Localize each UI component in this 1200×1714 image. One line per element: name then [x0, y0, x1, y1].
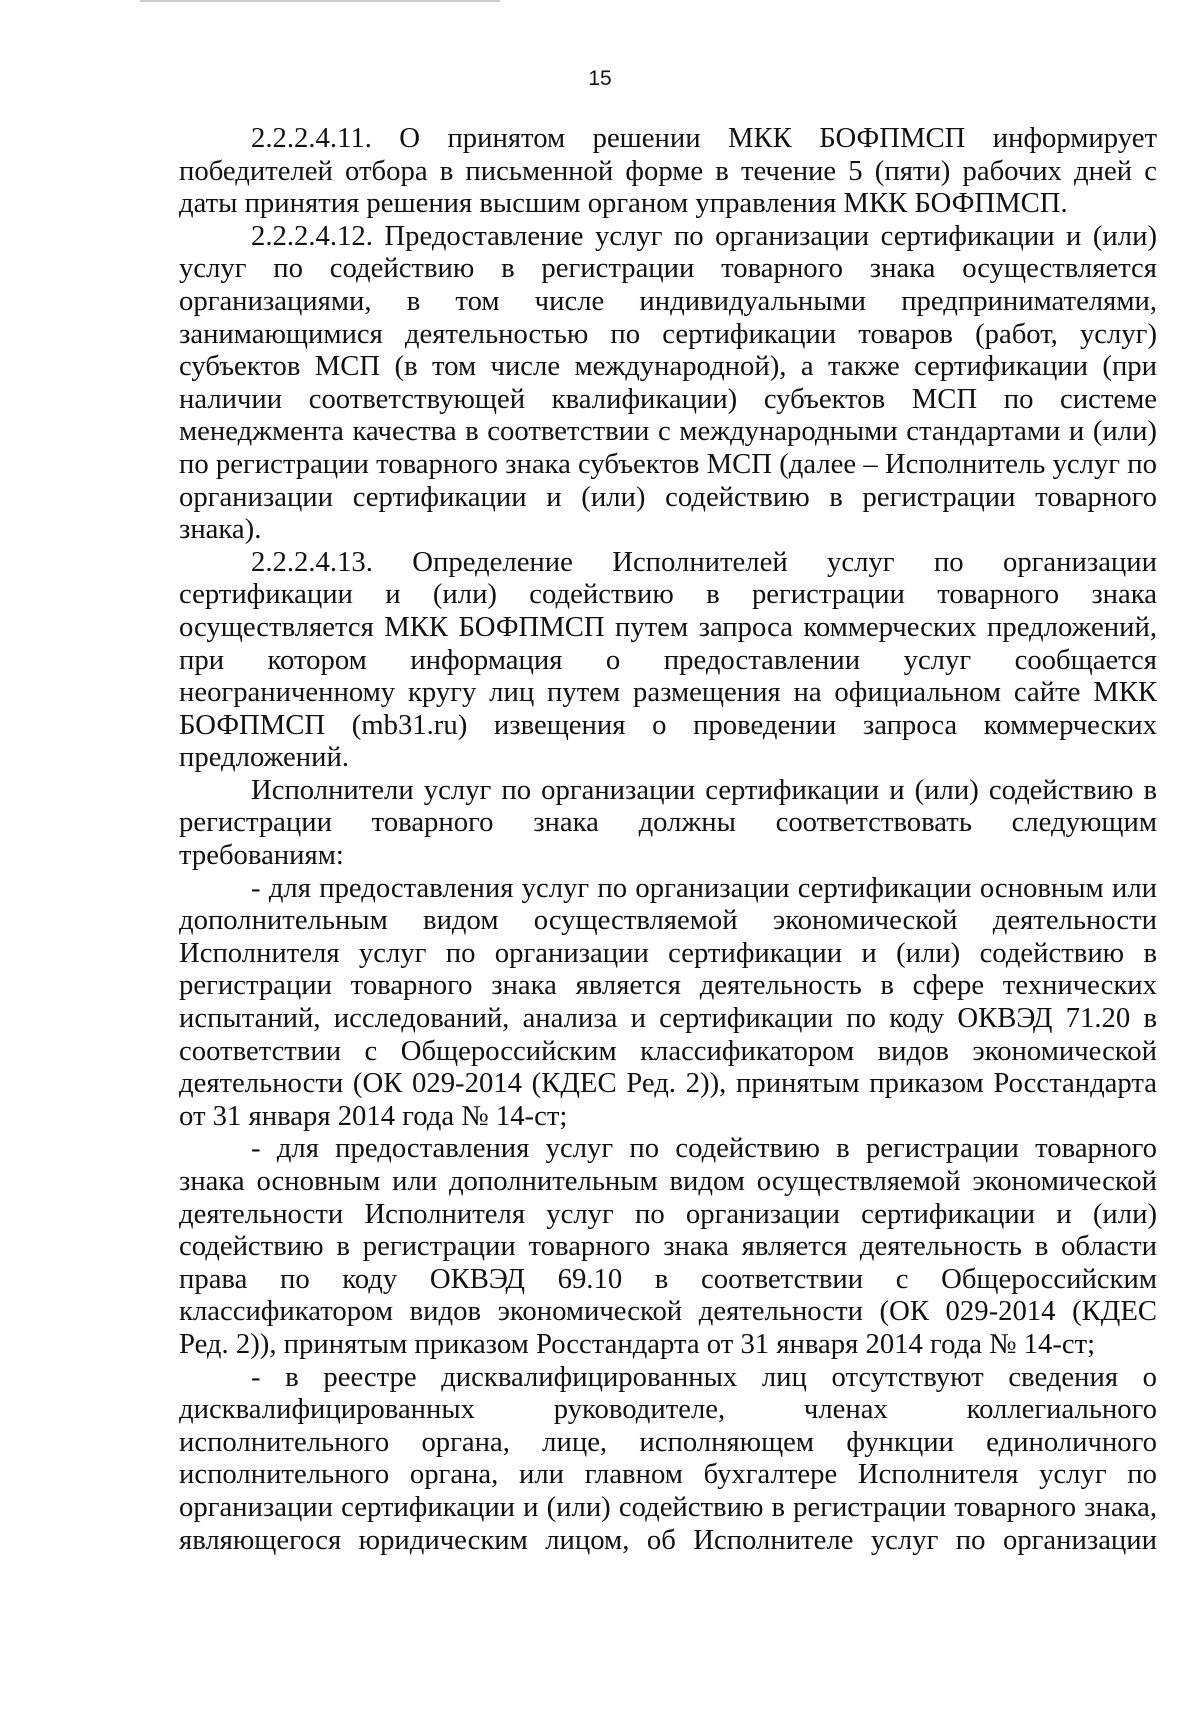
document-body	[179, 122, 1157, 1556]
list-item-trademark-okved: - для предоставления услуг по содействию в регистрации товарного знака основным или дополнительным видом осуществляемой экономической деятельности Исполнителя услуг по организации сертификации и (или) содействию в регистрации товарного знака является деятельность в области права по коду ОКВЭД 69.10 в соответствии с Общероссийским классификатором видов экономической деятельности (ОК 029-2014 (КДЕС Ред. 2)), принятым приказом Росстандарта от 31 января 2014 года № 14-ст;	[179, 1132, 1157, 1360]
paragraph-2-2-2-4-12: 2.2.2.4.12. Предоставление услуг по организации сертификации и (или) услуг по содействию в регистрации товарного знака осуществляется организациями, в том числе индивидуальными предпринимателями, занимающимися деятельностью по сертификации товаров (работ, услуг) субъектов МСП (в том числе международной), а также сертификации (при наличии соответствующей квалификации) субъектов МСП по системе менеджмента качества в соответствии с международными стандартами и (или) по регистрации товарного знака субъектов МСП (далее – Исполнитель услуг по организации сертификации и (или) содействию в регистрации товарного знака).	[179, 219, 1157, 546]
list-item-certification-okved: - для предоставления услуг по организации сертификации основным или дополнительным видом осуществляемой экономической деятельности Исполнителя услуг по организации сертификации и (или) содействию в регистрации товарного знака является деятельность в сфере технических испытаний, исследований, анализа и сертификации по коду ОКВЭД 71.20 в соответствии с Общероссийским классификатором видов экономической деятельности (ОК 029-2014 (КДЕС Ред. 2)), принятым приказом Росстандарта от 31 января 2014 года № 14-ст;	[179, 871, 1157, 1132]
scan-edge-mark	[140, 0, 500, 2]
page-number: 15	[588, 67, 612, 90]
paragraph-requirements-intro: Исполнители услуг по организации сертификации и (или) содействию в регистрации товарного знака должны соответствовать следующим требованиям:	[179, 773, 1157, 872]
paragraph-2-2-2-4-11: 2.2.2.4.11. О принятом решении МКК БОФПМСП информирует победителей отбора в письменной форме в течение 5 (пяти) рабочих дней с даты принятия решения высшим органом управления МКК БОФПМСП.	[179, 122, 1157, 220]
list-item-disqualified-registry: - в реестре дисквалифицированных лиц отсутствуют сведения о дисквалифицированных руководителе, членах коллегиального исполнительного органа, лице, исполняющем функции единоличного исполнительного органа, или главном бухгалтере Исполнителя услуг по организации сертификации и (или) содействию в регистрации товарного знака, являющегося юридическим лицом, об Исполнителе услуг по организации	[179, 1360, 1157, 1556]
paragraph-2-2-2-4-13: 2.2.2.4.13. Определение Исполнителей услуг по организации сертификации и (или) содействию в регистрации товарного знака осуществляется МКК БОФПМСП путем запроса коммерческих предложений, при котором информация о предоставлении услуг сообщается неограниченному кругу лиц путем размещения на официальном сайте МКК БОФПМСП (mb31.ru) извещения о проведении запроса коммерческих предложений.	[179, 545, 1157, 774]
